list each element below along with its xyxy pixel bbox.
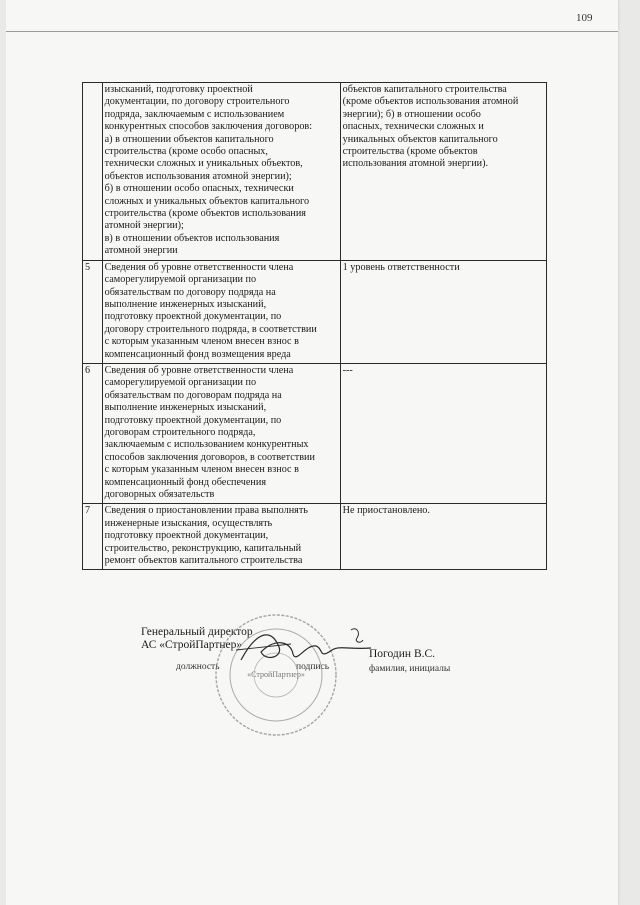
row-field-value [340,363,546,503]
info-table [82,82,547,570]
field-name-line: компенсационный фонд возмещения вреда [104,348,291,360]
field-name-line: изысканий, подготовку проектной [104,84,253,95]
field-name-line: ремонт объектов капитального строительства [104,555,303,567]
row-field-value [340,504,546,570]
field-name-line: заключаемым с использованием конкурентных [104,439,309,451]
caption-name: фамилия, инициалы [369,664,451,674]
row-field-name [102,504,340,570]
field-name-line: договорных обязательств [104,489,215,500]
handwritten-signature [231,622,381,672]
row-number [83,83,103,261]
field-name-line: строительства (кроме особо опасных, [104,146,268,158]
table-row [83,83,547,261]
caption-signature: подпись [296,662,330,672]
field-name-line: саморегулируемой организации по [104,274,257,286]
field-name-line: подряда, заключаемым с использованием [104,108,285,120]
field-value-line: --- [342,364,353,376]
field-name-line: саморегулируемой организации по [104,377,257,389]
field-name-line: обязательствам по договорам подряда на [104,389,282,401]
table-row [83,504,547,570]
row-field-name [102,363,340,503]
field-name-line: строительства (кроме объектов использования [104,208,306,220]
field-value-line: опасных, технически сложных и [342,121,484,133]
row-field-value [340,260,546,363]
field-name-line: б) в отношении особо опасных, технически [104,183,294,195]
field-name-line: в) в отношении объектов использования [104,232,280,244]
stamp-text: «СтройПартнер» [247,670,305,679]
field-value-line: энергии); б) в отношении особо [342,108,481,120]
field-value-line: строительства (кроме объектов [342,146,478,158]
row-number: 5 [83,260,103,363]
top-edge-line [6,31,618,32]
row-field-name [102,260,340,363]
row-field-name [102,83,340,261]
field-value-line: Не приостановлено. [342,505,430,517]
signature-block [6,600,618,740]
table-row [83,260,547,363]
field-value-line: уникальных объектов капитального [342,133,498,145]
field-value-line: (кроме объектов использования атомной [342,96,519,108]
position-line-1: Генеральный директор [141,626,253,638]
signer-name: Погодин В.С. [369,648,436,660]
field-name-line: подготовку проектной документации, по [104,414,282,426]
row-field-value [340,83,546,261]
field-name-line: с которым указанным членом внесен взнос в [104,336,299,348]
field-name-line: договору строительного подряда, в соответствии [104,323,317,335]
field-name-line: конкурентных способов заключения договоров: [104,121,313,133]
field-name-line: обязательствам по договору подряда на [104,286,276,298]
field-name-line: с которым указанным членом внесен взнос в [104,464,299,476]
position-line-2: АС «СтройПартнер» [141,639,243,651]
field-name-line: документации, по договору строительного [104,96,290,108]
field-name-line: подготовку проектной документации, [104,530,269,542]
field-name-line: договорам строительного подряда, [104,426,256,438]
field-name-line: атомной энергии); [104,220,184,232]
field-name-line: выполнение инженерных изысканий, [104,298,267,310]
field-name-line: атомной энергии [104,245,178,257]
field-name-line: технически сложных и уникальных объектов, [104,158,303,170]
page-number: 109 [576,12,593,24]
field-name-line: способов заключения договоров, в соответствии [104,451,315,463]
field-name-line: а) в отношении объектов капитального [104,133,274,145]
row-number: 6 [83,363,103,503]
caption-position: должность [176,662,220,672]
field-name-line: Сведения о приостановлении права выполнять [104,505,308,517]
field-name-line: компенсационный фонд обеспечения [104,476,267,488]
row-number: 7 [83,504,103,570]
document-page [6,0,618,905]
field-name-line: сложных и уникальных объектов капитального [104,195,310,207]
field-name-line: инженерные изыскания, осуществлять [104,517,273,529]
field-name-line: подготовку проектной документации, по [104,311,282,323]
field-value-line: объектов капитального строительства [342,84,507,95]
field-name-line: выполнение инженерных изысканий, [104,402,267,414]
field-name-line: Сведения об уровне ответственности члена [104,261,294,273]
table-row [83,363,547,503]
field-value-line: использования атомной энергии). [342,158,489,170]
field-name-line: строительство, реконструкцию, капитальный [104,542,302,554]
field-name-line: объектов использования атомной энергии); [104,170,292,182]
field-value-line: 1 уровень ответственности [342,261,460,273]
field-name-line: Сведения об уровне ответственности члена [104,364,294,376]
